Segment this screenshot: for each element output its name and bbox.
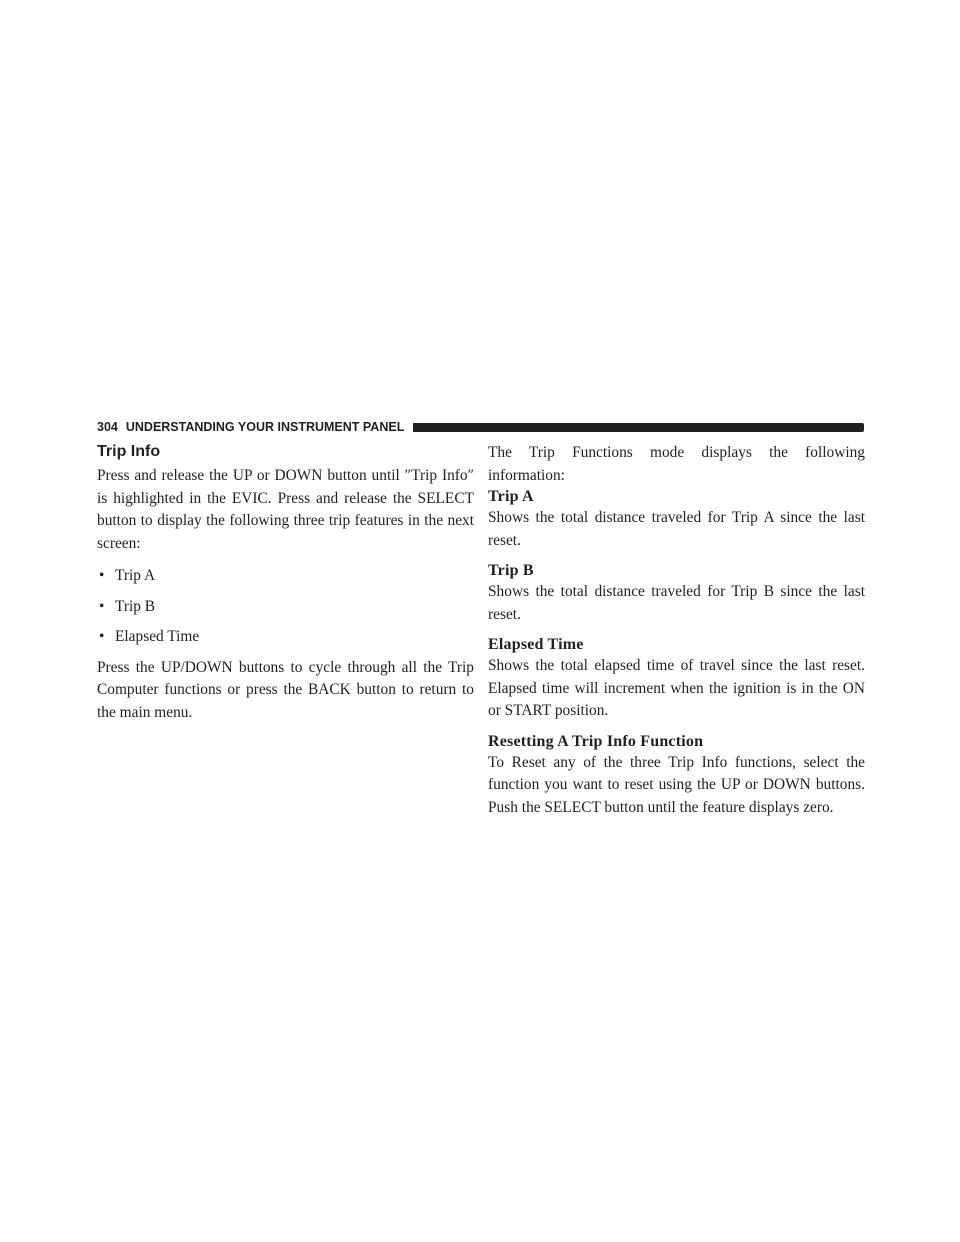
section-trip-a: [488, 487, 865, 552]
right-column: [488, 442, 865, 828]
list-item: [97, 565, 474, 588]
trip-b-description: Shows the total distance traveled for Trip B since the last reset.: [488, 583, 865, 623]
trip-info-intro: Press and release the UP or DOWN button until ″Trip Info″ is highlighted in the EVIC. Press and release the SELECT button to display the following three trip features in the next screen:: [97, 467, 474, 552]
chapter-title: UNDERSTANDING YOUR INSTRUMENT PANEL: [125, 420, 405, 434]
trip-features-list: [97, 565, 474, 649]
section-heading-trip-info: Trip Info: [97, 443, 161, 460]
elapsed-time-description: Shows the total elapsed time of travel since the last reset. Elapsed time will increment when the ignition is in the ON or START position.: [488, 657, 865, 719]
subheading-trip-a: Trip A: [488, 488, 534, 505]
list-item: [97, 596, 474, 619]
resetting-description: To Reset any of the three Trip Info functions, select the function you want to reset using the UP or DOWN buttons. Push the SELECT button until the feature displays zero.: [488, 753, 865, 816]
trip-info-closing: Press the UP/DOWN buttons to cycle through all the Trip Computer functions or press the BACK button to return to the main menu.: [97, 658, 474, 721]
section-trip-b: [488, 561, 865, 626]
left-column: [97, 442, 474, 724]
list-item-text: Trip A: [115, 567, 156, 584]
list-item-text: Trip B: [115, 597, 156, 615]
list-item: [97, 626, 474, 649]
section-elapsed-time: [488, 635, 865, 723]
trip-a-description: Shows the total distance traveled for Trip A since the last reset.: [488, 509, 865, 549]
page-header: [97, 419, 864, 435]
subheading-resetting-trip-info: Resetting A Trip Info Function: [488, 732, 704, 750]
page-number: 304: [97, 420, 118, 434]
section-resetting-trip-info: [488, 732, 865, 820]
subheading-elapsed-time: Elapsed Time: [488, 636, 584, 653]
trip-functions-intro: The Trip Functions mode displays the following information:: [488, 444, 865, 484]
bullet-glyph: •: [99, 597, 105, 615]
bullet-glyph: •: [99, 628, 105, 645]
list-item-text: Elapsed Time: [115, 628, 200, 645]
header-rule: [413, 423, 864, 432]
subheading-trip-b: Trip B: [488, 562, 534, 579]
bullet-glyph: •: [99, 567, 105, 584]
